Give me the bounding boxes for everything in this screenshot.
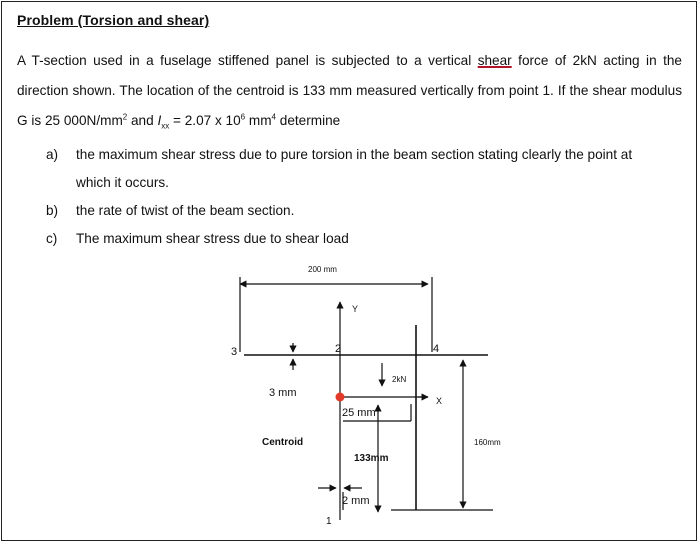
question-text: The maximum shear stress due to shear load: [76, 231, 349, 246]
statement-text: determine: [276, 113, 341, 128]
web-thickness-label: 2 mm: [342, 495, 370, 507]
x-axis-label: X: [436, 396, 443, 406]
statement-text: = 2.07 x 10: [169, 113, 241, 128]
question-label: a): [46, 147, 59, 162]
statement-text: mm: [245, 113, 272, 128]
load-label: 2kN: [392, 375, 407, 384]
problem-title: Problem (Torsion and shear): [17, 12, 210, 28]
superscript: 4: [271, 112, 276, 122]
point-2-label: 2: [335, 343, 342, 355]
height-label: 160mm: [474, 438, 501, 447]
point-1-label: 1: [326, 516, 332, 527]
centroid-height-label: 133mm: [354, 453, 389, 464]
question-label: b): [46, 203, 59, 218]
inertia-symbol: I: [157, 113, 162, 128]
width-label: 200 mm: [308, 265, 337, 274]
point-3-label: 3: [231, 346, 238, 358]
centroid-marker: [336, 393, 345, 402]
flange-thickness-label: 3 mm: [269, 387, 297, 399]
question-text: which it occurs.: [76, 175, 169, 190]
question-text: the rate of twist of the beam section.: [76, 203, 295, 218]
superscript: 6: [240, 112, 246, 122]
shear-word: shear: [477, 53, 512, 68]
question-text: the maximum shear stress due to pure torsion in the beam section stating clearly the point at: [76, 147, 633, 162]
statement-text: force of 2kN acting in the direction shown. The location of the centroid is 133 mm measured vertically from point 1. If the shear modulus G is 25 000N/mm: [17, 53, 682, 128]
point-4-label: 4: [433, 343, 440, 355]
question-label: c): [46, 231, 58, 246]
inertia-subscript: xx: [161, 121, 170, 131]
statement-text: and: [127, 113, 158, 128]
superscript: 2: [122, 112, 128, 122]
y-axis-label: Y: [352, 304, 359, 314]
statement-text: A T-section used in a fuselage stiffened panel is subjected to a vertical: [17, 53, 478, 68]
offset-label: 25 mm: [342, 407, 376, 419]
centroid-label: Centroid: [262, 437, 304, 448]
